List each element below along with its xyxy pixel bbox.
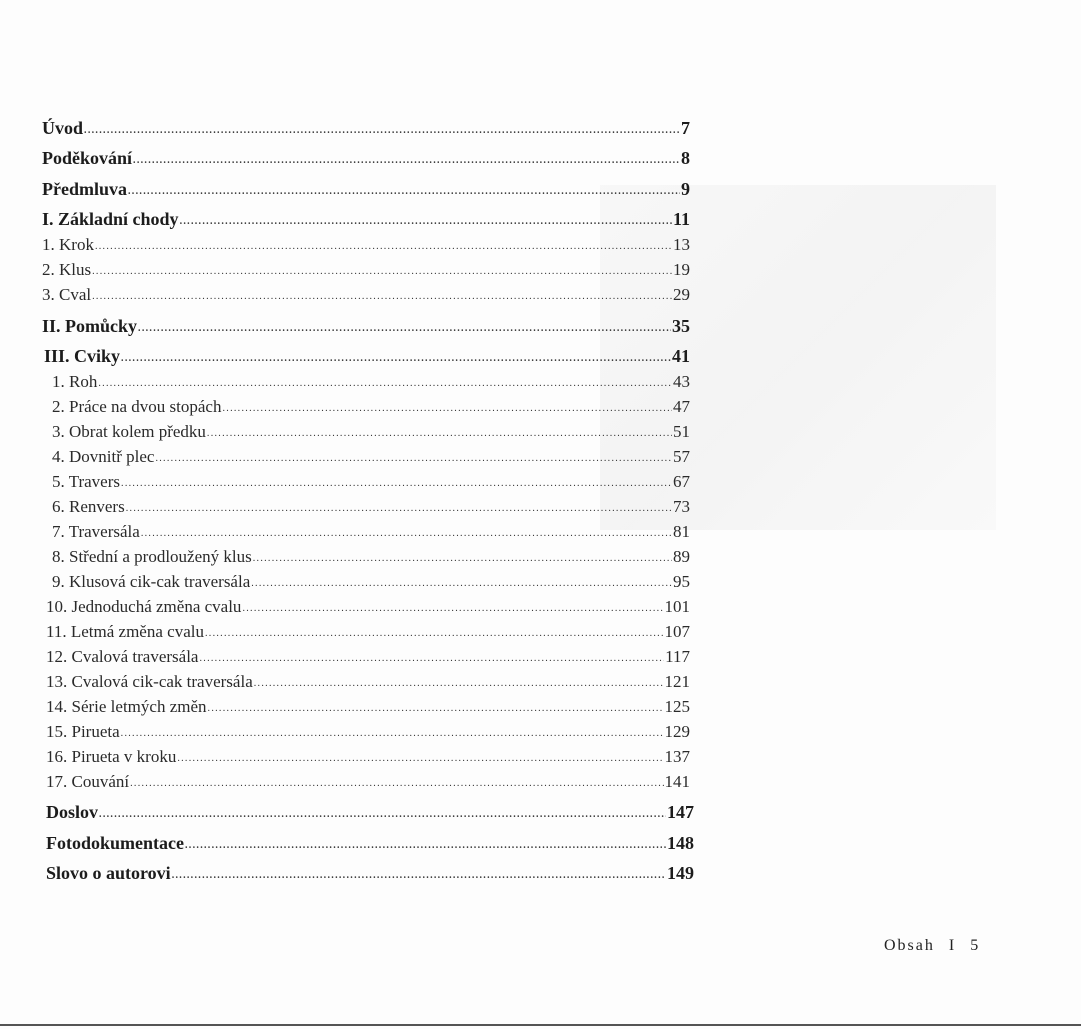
toc-entry-title: Doslov bbox=[46, 802, 99, 822]
toc-entry-pirueta-v-kroku[interactable] bbox=[46, 746, 690, 771]
dot-leader bbox=[130, 773, 663, 795]
toc-entry-title: Slovo o autorovi bbox=[46, 863, 171, 883]
toc-entry-page: 57 bbox=[673, 447, 690, 466]
dot-leader bbox=[138, 318, 671, 340]
toc-entry-title: 17. Couvání bbox=[46, 772, 130, 791]
toc-entry-jednoducha-zmena-cvalu[interactable] bbox=[46, 596, 690, 621]
dot-leader bbox=[155, 448, 672, 470]
toc-entry-page: 125 bbox=[664, 697, 690, 716]
dot-leader bbox=[92, 261, 672, 283]
dot-leader bbox=[121, 348, 671, 370]
toc-entry-page: 9 bbox=[681, 179, 690, 199]
dot-leader bbox=[141, 523, 672, 545]
toc-entry-doslov[interactable] bbox=[46, 801, 694, 827]
dot-leader bbox=[121, 723, 664, 745]
dot-leader bbox=[208, 698, 664, 720]
toc-entry-title: 2. Práce na dvou stopách bbox=[52, 397, 222, 416]
dot-leader bbox=[180, 211, 672, 233]
dot-leader bbox=[205, 623, 664, 645]
toc-entry-page: 121 bbox=[664, 672, 690, 691]
toc-entry-page: 147 bbox=[667, 802, 694, 822]
toc-entry-pirueta[interactable] bbox=[46, 721, 690, 746]
dot-leader bbox=[126, 498, 672, 520]
toc-entry-page: 13 bbox=[673, 235, 690, 254]
page-footer bbox=[884, 937, 980, 955]
toc-entry-cvalova-cik-cak-traversala[interactable] bbox=[46, 671, 690, 696]
toc-entry-roh[interactable] bbox=[52, 371, 690, 396]
toc-entry-klusova-cik-cak-traversala[interactable] bbox=[52, 571, 690, 596]
toc-entry-page: 129 bbox=[664, 722, 690, 741]
dot-leader bbox=[92, 286, 672, 308]
toc-entry-title: 13. Cvalová cik-cak traversála bbox=[46, 672, 253, 691]
toc-entry-page: 35 bbox=[672, 316, 690, 336]
dot-leader bbox=[99, 804, 666, 826]
toc-entry-title: 16. Pirueta v kroku bbox=[46, 747, 177, 766]
toc-entry-title: 1. Roh bbox=[52, 372, 98, 391]
dot-leader bbox=[84, 120, 680, 142]
toc-entry-page: 41 bbox=[672, 346, 690, 366]
toc-entry-obrat-kolem-predku[interactable] bbox=[52, 421, 690, 446]
toc-entry-pomucky[interactable] bbox=[42, 315, 690, 341]
toc-entry-page: 81 bbox=[673, 522, 690, 541]
toc-entry-title: 6. Renvers bbox=[52, 497, 125, 516]
dot-leader bbox=[172, 865, 666, 887]
toc-entry-page: 73 bbox=[673, 497, 690, 516]
toc-entry-fotodokumentace[interactable] bbox=[46, 832, 694, 858]
toc-entry-couvani[interactable] bbox=[46, 771, 690, 796]
toc-entry-page: 95 bbox=[673, 572, 690, 591]
dot-leader bbox=[222, 398, 672, 420]
toc-entry-title: II. Pomůcky bbox=[42, 316, 138, 336]
dot-leader bbox=[242, 598, 663, 620]
toc-entry-uvod[interactable] bbox=[42, 117, 690, 143]
toc-entry-title: Předmluva bbox=[42, 179, 127, 199]
footer-page-number: 5 bbox=[970, 937, 981, 954]
toc-entry-klus[interactable] bbox=[42, 259, 690, 284]
toc-entry-stredni-a-prodlouzeny-klus[interactable] bbox=[52, 546, 690, 571]
toc-entry-renvers[interactable] bbox=[52, 496, 690, 521]
dot-leader bbox=[199, 648, 664, 670]
toc-entry-podekovani[interactable] bbox=[42, 147, 690, 173]
toc-entry-travers[interactable] bbox=[52, 471, 690, 496]
toc-entry-title: Poděkování bbox=[42, 148, 133, 168]
bottom-edge-line bbox=[0, 1024, 1081, 1026]
toc-entry-cviky[interactable] bbox=[44, 345, 690, 371]
toc-entry-title: 3. Cval bbox=[42, 285, 92, 304]
toc-entry-zakladni-chody[interactable] bbox=[42, 208, 690, 234]
toc-entry-page: 19 bbox=[673, 260, 690, 279]
toc-entry-page: 89 bbox=[673, 547, 690, 566]
toc-entry-title: 3. Obrat kolem předku bbox=[52, 422, 206, 441]
toc-entry-cval[interactable] bbox=[42, 284, 690, 309]
toc-entry-title: 5. Travers bbox=[52, 472, 121, 491]
toc-entry-title: 14. Série letmých změn bbox=[46, 697, 207, 716]
toc-entry-page: 141 bbox=[664, 772, 690, 791]
toc-entry-title: 11. Letmá změna cvalu bbox=[46, 622, 204, 641]
footer-section-title: Obsah bbox=[884, 937, 935, 954]
toc-entry-title: 2. Klus bbox=[42, 260, 92, 279]
toc-entry-title: 9. Klusová cik-cak traversála bbox=[52, 572, 251, 591]
toc-entry-slovo-o-autorovi[interactable] bbox=[46, 862, 694, 888]
dot-leader bbox=[177, 748, 663, 770]
toc-entry-title: 15. Pirueta bbox=[46, 722, 120, 741]
toc-entry-page: 43 bbox=[673, 372, 690, 391]
toc-entry-serie-letmych-zmen[interactable] bbox=[46, 696, 690, 721]
dot-leader bbox=[98, 373, 672, 395]
toc-entry-title: 4. Dovnitř plec bbox=[52, 447, 155, 466]
toc-entry-title: 8. Střední a prodloužený klus bbox=[52, 547, 252, 566]
dot-leader bbox=[207, 423, 672, 445]
toc-entry-traversala[interactable] bbox=[52, 521, 690, 546]
toc-entry-title: 1. Krok bbox=[42, 235, 94, 254]
toc-entry-prace-na-dvou-stopach[interactable] bbox=[52, 396, 690, 421]
toc-entry-page: 7 bbox=[681, 118, 690, 138]
dot-leader bbox=[133, 150, 680, 172]
toc-entry-page: 137 bbox=[664, 747, 690, 766]
dot-leader bbox=[128, 181, 680, 203]
toc-entry-page: 51 bbox=[673, 422, 690, 441]
dot-leader bbox=[121, 473, 672, 495]
toc-entry-page: 149 bbox=[667, 863, 694, 883]
toc-entry-page: 117 bbox=[665, 647, 690, 666]
toc-entry-page: 11 bbox=[672, 209, 690, 229]
toc-entry-letma-zmena-cvalu[interactable] bbox=[46, 621, 690, 646]
toc-entry-krok[interactable] bbox=[42, 234, 690, 259]
dot-leader bbox=[253, 548, 672, 570]
toc-entry-page: 101 bbox=[664, 597, 690, 616]
toc-entry-page: 29 bbox=[673, 285, 690, 304]
toc-entry-page: 107 bbox=[664, 622, 690, 641]
dot-leader bbox=[95, 236, 672, 258]
dot-leader bbox=[185, 835, 666, 857]
toc-entry-title: 12. Cvalová traversála bbox=[46, 647, 199, 666]
toc-entry-page: 148 bbox=[667, 833, 694, 853]
footer-separator: I bbox=[948, 937, 957, 954]
toc-entry-title: Fotodokumentace bbox=[46, 833, 184, 853]
toc-entry-cvalova-traversala[interactable] bbox=[46, 646, 690, 671]
toc-entry-title: 10. Jednoduchá změna cvalu bbox=[46, 597, 242, 616]
toc-entry-title: III. Cviky bbox=[44, 346, 121, 366]
toc-entry-page: 67 bbox=[673, 472, 690, 491]
toc-entry-dovnitr-plec[interactable] bbox=[52, 446, 690, 471]
toc-entry-title: 7. Traversála bbox=[52, 522, 140, 541]
toc-entry-page: 8 bbox=[681, 148, 690, 168]
toc-entry-page: 47 bbox=[673, 397, 690, 416]
toc-entry-predmluva[interactable] bbox=[42, 178, 690, 204]
toc-entry-title: I. Základní chody bbox=[42, 209, 179, 229]
dot-leader bbox=[254, 673, 664, 695]
dot-leader bbox=[251, 573, 672, 595]
toc-entry-title: Úvod bbox=[42, 118, 84, 138]
